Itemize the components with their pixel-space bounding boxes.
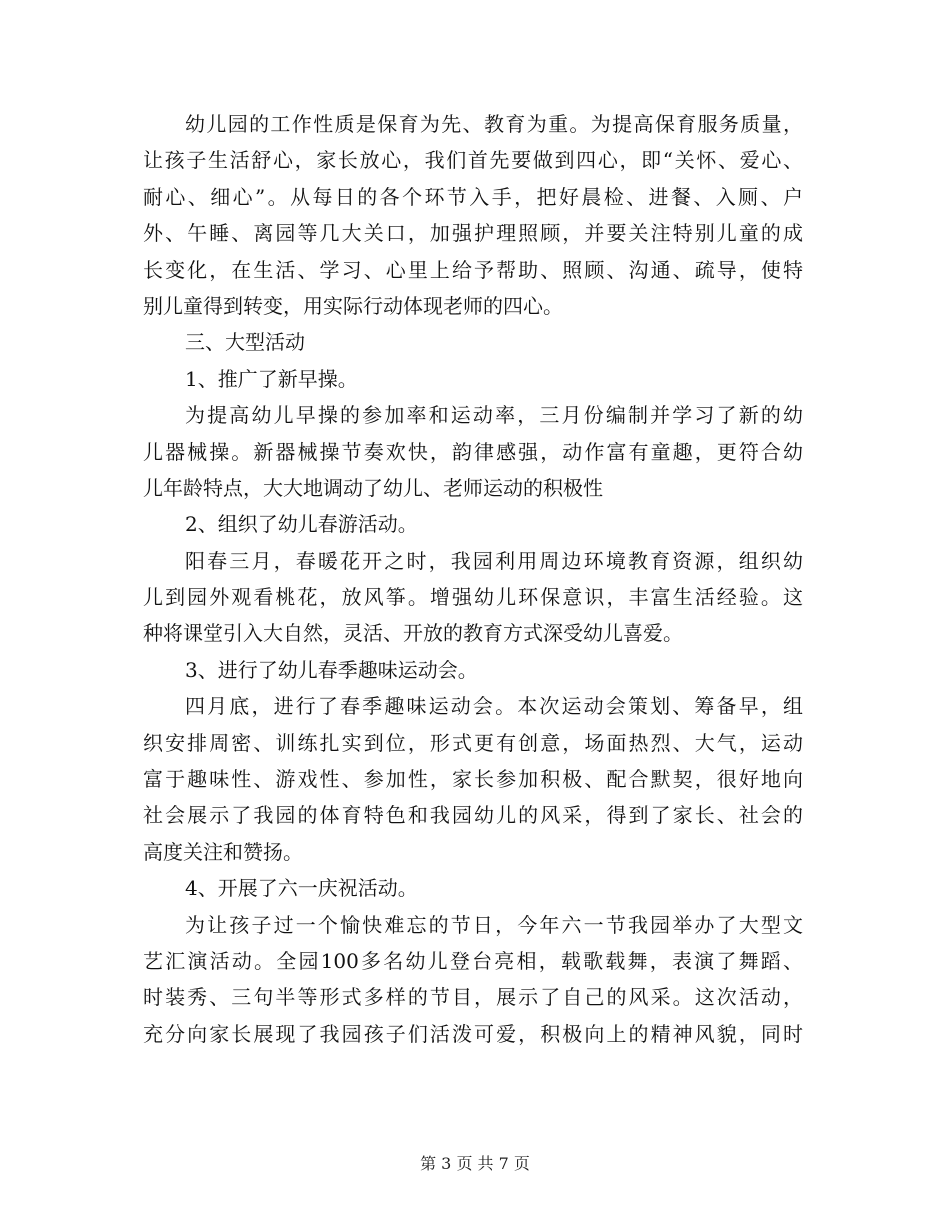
text-line: 富于趣味性、游戏性、参加性，家长参加积极、配合默契，很好地向 [143,767,803,792]
page-footer: 第 3 页 共 7 页 [420,1154,530,1173]
text-line: 为提高幼儿早操的参加率和运动率，三月份编制并学习了新的幼 [185,403,803,428]
text-line: 高度关注和赞扬。 [143,839,303,864]
text-line: 种将课堂引入大自然，灵活、开放的教育方式深受幼儿喜爱。 [143,621,683,646]
text-line: 社会展示了我园的体育特色和我园幼儿的风采，得到了家长、社会的 [143,803,803,828]
text-line: 艺汇演活动。全园100多名幼儿登台亮相，载歌载舞，表演了舞蹈、 [143,948,803,973]
text-line: 1、推广了新早操。 [185,366,358,391]
text-line: 为让孩子过一个愉快难忘的节日，今年六一节我园举办了大型文 [185,912,803,937]
text-line: 三、大型活动 [185,330,305,355]
text-line: 织安排周密、训练扎实到位，形式更有创意，场面热烈、大气，运动 [143,730,803,755]
text-line: 外、午睡、离园等几大关口，加强护理照顾，并要关注特别儿童的成 [143,221,803,246]
text-line: 耐心、细心”。从每日的各个环节入手，把好晨检、进餐、入厕、户 [143,184,803,209]
text-line: 时装秀、三句半等形式多样的节目，展示了自己的风采。这次活动， [143,985,803,1010]
text-line: 阳春三月，春暖花开之时，我园利用周边环境教育资源，组织幼 [185,548,803,573]
text-line: 长变化，在生活、学习、心里上给予帮助、照顾、沟通、疏导，使特 [143,257,803,282]
text-line: 儿器械操。新器械操节奏欢快，韵律感强，动作富有童趣，更符合幼 [143,439,803,464]
text-line: 4、开展了六一庆祝活动。 [185,876,418,901]
text-line: 3、进行了幼儿春季趣味运动会。 [185,657,478,682]
text-line: 儿到园外观看桃花，放风筝。增强幼儿环保意识，丰富生活经验。这 [143,585,803,610]
text-line: 别儿童得到转变，用实际行动体现老师的四心。 [143,293,563,318]
text-line: 2、组织了幼儿春游活动。 [185,512,418,537]
document-body [143,106,803,1052]
text-line: 儿年龄特点，大大地调动了幼儿、老师运动的积极性 [143,475,603,500]
text-line: 让孩子生活舒心，家长放心，我们首先要做到四心，即“关怀、爱心、 [143,148,803,173]
text-line: 幼儿园的工作性质是保育为先、教育为重。为提高保育服务质量， [185,112,803,136]
text-line: 充分向家长展现了我园孩子们活泼可爱，积极向上的精神风貌，同时 [143,1021,803,1046]
text-line: 四月底，进行了春季趣味运动会。本次运动会策划、筹备早，组 [185,694,803,719]
